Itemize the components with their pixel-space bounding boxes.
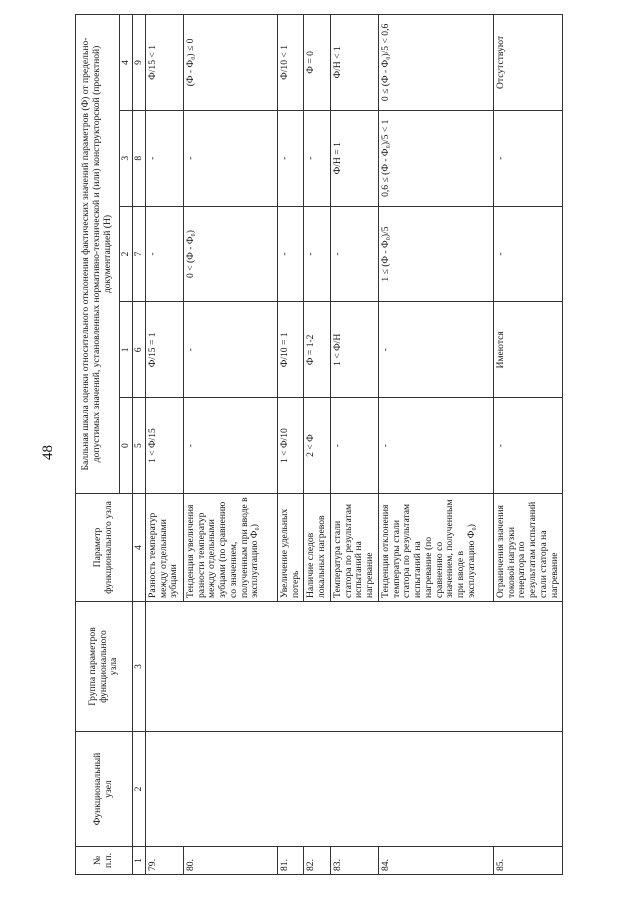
header-parameter-group: Группа параметров функционального узла xyxy=(76,602,133,732)
column-number-5: 5 xyxy=(133,398,146,494)
parameters-table xyxy=(75,14,563,875)
column-number-4: 4 xyxy=(133,494,146,602)
score-2-cell: - xyxy=(146,206,184,302)
score-0-cell: 1 < Ф/10 xyxy=(278,398,304,494)
score-4-cell: Ф/15 < 1 xyxy=(146,15,184,111)
parameter-name: Ограничения значения токовой нагрузки генератора по результатам испытаний стали статора на нагревание xyxy=(493,494,562,602)
score-4-cell: Ф/10 < 1 xyxy=(278,15,304,111)
score-2-cell: - xyxy=(304,206,330,302)
score-2-cell: 1 ≤ (Ф - Ф₀)/5 xyxy=(378,206,493,302)
score-0-cell: - xyxy=(493,398,562,494)
parameter-group-cell xyxy=(146,602,563,732)
score-4-cell: (Ф - Ф₀) ≤ 0 xyxy=(184,15,278,111)
score-0-cell: 1 < Ф/15 xyxy=(146,398,184,494)
functional-unit-cell xyxy=(146,732,563,847)
score-1-cell: Ф/15 = 1 xyxy=(146,302,184,398)
row-number: 79. xyxy=(146,847,184,875)
row-number: 84. xyxy=(378,847,493,875)
header-score-1: 1 xyxy=(120,302,133,398)
parameter-name: Температура стали статора по результатам испытаний на нагревание xyxy=(330,494,378,602)
header-n: № п.п. xyxy=(76,847,133,875)
score-1-cell: Ф/10 = 1 xyxy=(278,302,304,398)
rotated-table-container xyxy=(75,15,560,875)
score-3-cell: - xyxy=(278,110,304,206)
score-3-cell: - xyxy=(304,110,330,206)
header-score-0: 0 xyxy=(120,398,133,494)
parameter-name: Увеличение удельных потерь xyxy=(278,494,304,602)
column-number-2: 2 xyxy=(133,732,146,847)
score-4-cell: Ф = 0 xyxy=(304,15,330,111)
parameter-name: Тенденция увеличения разности температур между отдельными зубцами (по сравнению со значением, полученным при вводе в эксплуатацию Ф₀) xyxy=(184,494,278,602)
row-number: 81. xyxy=(278,847,304,875)
page-number: 48 xyxy=(40,445,56,460)
score-1-cell: - xyxy=(378,302,493,398)
parameter-name: Наличие следов локальных нагревов xyxy=(304,494,330,602)
score-1-cell: Имеются xyxy=(493,302,562,398)
score-0-cell: - xyxy=(330,398,378,494)
row-number: 83. xyxy=(330,847,378,875)
header-parameter: Параметр функционального узла xyxy=(76,494,133,602)
column-number-3: 3 xyxy=(133,602,146,732)
score-2-cell: - xyxy=(493,206,562,302)
row-number: 80. xyxy=(184,847,278,875)
score-2-cell: - xyxy=(278,206,304,302)
score-3-cell: Ф/Н = 1 xyxy=(330,110,378,206)
header-functional-unit: Функциональный узел xyxy=(76,732,133,847)
score-4-cell: 0 ≤ (Ф - Ф₀)/5 < 0,6 xyxy=(378,15,493,111)
score-1-cell: 1 < Ф/Н xyxy=(330,302,378,398)
score-4-cell: Ф/Н < 1 xyxy=(330,15,378,111)
table-row xyxy=(146,15,184,875)
parameter-name: Разность температур между отдельными зубцами xyxy=(146,494,184,602)
column-number-8: 8 xyxy=(133,110,146,206)
score-4-cell: Отсутствуют xyxy=(493,15,562,111)
score-3-cell: - xyxy=(146,110,184,206)
header-score-3: 3 xyxy=(120,110,133,206)
score-1-cell: Ф = 1-2 xyxy=(304,302,330,398)
column-number-6: 6 xyxy=(133,302,146,398)
score-0-cell: - xyxy=(184,398,278,494)
score-3-cell: - xyxy=(184,110,278,206)
score-3-cell: - xyxy=(493,110,562,206)
score-2-cell: - xyxy=(330,206,378,302)
parameter-name: Тенденция отклонения температуры стали статора по результатам испытаний на нагревание (по сравнению со значением, полученным при вводе в эксплуатацию Ф₀) xyxy=(378,494,493,602)
column-number-9: 9 xyxy=(133,15,146,111)
header-scale-title: Балльная шкала оценки относительного отклонения фактических значений параметров (Ф) от предельно-допустимых значений, установленных нормативно-технической и (или) конструкторской (проектной) документацией (Н) xyxy=(76,15,120,494)
header-score-4: 4 xyxy=(120,15,133,111)
row-number: 85. xyxy=(493,847,562,875)
column-number-7: 7 xyxy=(133,206,146,302)
score-1-cell: - xyxy=(184,302,278,398)
header-score-2: 2 xyxy=(120,206,133,302)
score-0-cell: 2 < Ф xyxy=(304,398,330,494)
score-0-cell: - xyxy=(378,398,493,494)
column-number-1: 1 xyxy=(133,847,146,875)
score-2-cell: 0 < (Ф - Ф₀) xyxy=(184,206,278,302)
score-3-cell: 0,6 ≤ (Ф - Ф₀)/5 < 1 xyxy=(378,110,493,206)
row-number: 82. xyxy=(304,847,330,875)
